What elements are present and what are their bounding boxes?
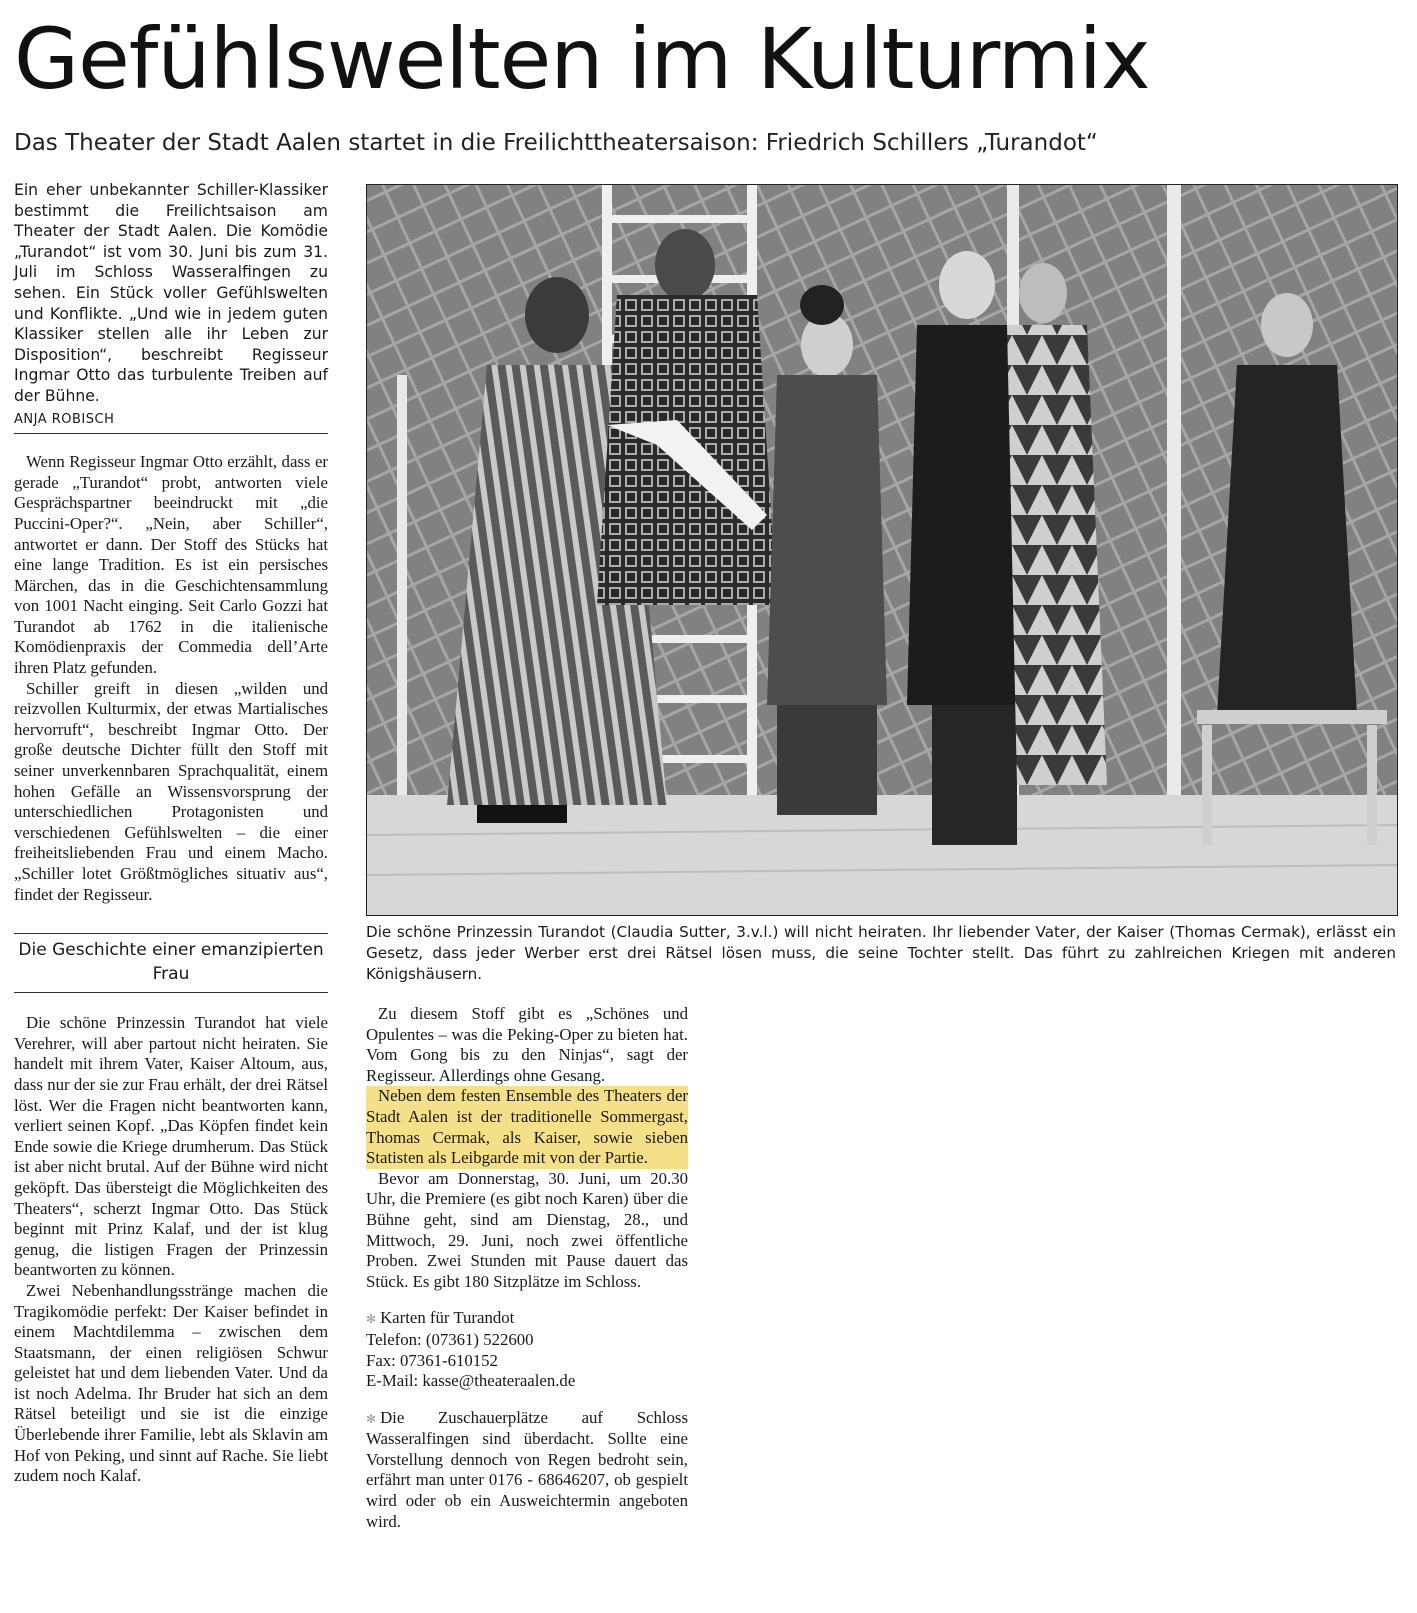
highlighted-paragraph: Neben dem festen Ensemble des Theaters der Stadt Aalen ist der traditionelle Sommergast, Thomas Cermak, als Kaiser, sowie sieben Statisten als Leibgarde mit von der Partie. — [366, 1086, 688, 1168]
note-paragraph: ✻ Die Zuschauerplätze auf Schloss Wasseralfingen sind überdacht. Sollte eine Vorstellung dennoch von Regen bedroht sein, erfährt man unter 0176 - 68646207, ob gespielt wird oder ob ein Ausweichtermin angeboten wird. — [366, 1407, 688, 1531]
left-column — [14, 180, 328, 1487]
body-paragraph: Zu diesem Stoff gibt es „Schönes und Opulentes – was die Peking-Oper zu bieten hat. Vom Gong bis zu den Ninjas“, sagt der Regisseur. Allerdings ohne Gesang. — [366, 1004, 688, 1085]
subhead-box: Die Geschichte einer emanzipierten Frau — [14, 933, 328, 993]
body-paragraph: Zwei Nebenhandlungsstränge machen die Tragikomödie perfekt: Der Kaiser befindet in einem Machtdilemma – zwischen dem Staatsmann, der einen religiösen Schwur geleistet hat und dem liebenden Vater. Und da ist noch Adelma. Ihr Bruder hat sich an dem Rätsel beteiligt und sie ist die einzige Überlebende ihrer Familie, lebt als Sklavin am Hof von Peking, und sinnt auf Rache. Sie liebt zudem noch Kalaf. — [14, 1280, 328, 1486]
body-paragraph: Bevor am Donnerstag, 30. Juni, um 20.30 Uhr, die Premiere (es gibt noch Karen) über die Bühne geht, sind am Dienstag, 28., und Mittwoch, 29. Juni, noch zwei öffentliche Proben. Zwei Stunden mit Pause dauert das Stück. Es gibt 180 Sitzplätze im Schloss. — [366, 1168, 688, 1291]
theater-scene-image — [367, 185, 1397, 915]
ticket-title: ✻ Karten für Turandot — [366, 1308, 515, 1328]
theater-photo — [366, 184, 1398, 916]
ticket-info — [366, 1308, 688, 1391]
middle-column — [366, 1004, 688, 1532]
bullet-icon: ✻ — [366, 1411, 377, 1426]
lead-paragraph: Ein eher unbekannter Schiller-Klassiker bestimmt die Freilichtsaison am Theater der Stadt Aalen. Die Komödie „Turandot“ ist vom 30. Juni bis zum 31. Juli im Schloss Wasseralfingen zu sehen. Ein Stück voller Gefühlswelten und Konflikte. „Und wie in jedem guten Klassiker stellen alle ihr Leben zur Disposition“, beschreibt Regisseur Ingmar Otto das turbulente Treiben auf der Bühne. — [14, 181, 328, 405]
ticket-phone: Telefon: (07361) 522600 — [366, 1329, 534, 1349]
body-paragraph: Schiller greift in diesen „wilden und reizvollen Kulturmix, der etwas Martialisches hervorruft“, beschreibt Ingmar Otto. Der große deutsche Dichter füllt den Stoff mit seiner unverkennbaren Sprachqualität, einem hohen Gefälle an Wissensvorsprung der unterschiedlichen Protagonisten und verschiedenen Gefühlswelten – die einer freiheitsliebenden Frau und einem Macho. „Schiller lotet Größtmögliches situativ aus“, findet der Regisseur. — [14, 678, 328, 904]
ticket-fax: Fax: 07361-610152 — [366, 1350, 498, 1370]
bullet-icon: ✻ — [366, 1312, 377, 1327]
author-byline: ANJA ROBISCH — [14, 410, 328, 435]
subheadline: Das Theater der Stadt Aalen startet in die Freilichttheatersaison: Friedrich Schillers „Turandot“ — [14, 130, 1098, 156]
weather-note — [366, 1408, 688, 1533]
photo-caption: Die schöne Prinzessin Turandot (Claudia Sutter, 3.v.l.) will nicht heiraten. Ihr liebender Vater, der Kaiser (Thomas Cermak), erlässt ein Gesetz, dass jeder Werber erst drei Rätsel lösen muss, die seine Tochter stellt. Das führt zu zahlreichen Kriegen mit anderen Königshäusern. — [366, 923, 1396, 983]
ticket-email[interactable]: E-Mail: kasse@theateraalen.de — [366, 1371, 576, 1391]
body-paragraph: Wenn Regisseur Ingmar Otto erzählt, dass er gerade „Turandot“ probt, antworten viele Gesprächspartner beeindruckt mit „die Puccini-Oper?“. „Nein, aber Schiller“, antwortet er dann. Der Stoff des Stücks hat eine lange Tradition. Es ist ein persisches Märchen, das in die Geschichtensammlung von 1001 Nacht einging. Seit Carlo Gozzi hat Turandot ab 1762 in die italienische Komödienpraxis der Commedia dell’Arte ihren Platz gefunden. — [14, 452, 328, 678]
headline: Gefühlswelten im Kulturmix — [14, 10, 1150, 108]
body-paragraph: Die schöne Prinzessin Turandot hat viele Verehrer, will aber partout nicht heiraten. Sie handelt mit ihrem Vater, Kaiser Altoum, aus, dass nur der sie zur Frau erhält, der drei Rätsel löst. Wer die Fragen nicht beantworten kann, verliert seinen Kopf. „Das Köpfen findet kein Ende sowie die Kriege drumherum. Das Stück ist aber nicht brutal. Auf der Bühne wird nicht geköpft. Das übersteigt die Möglichkeiten des Theaters“, scherzt Ingmar Otto. Das Stück beginnt mit Prinz Kalaf, und der ist klug genug, die listigen Fragen der Prinzessin beantworten zu können. — [14, 1013, 328, 1280]
